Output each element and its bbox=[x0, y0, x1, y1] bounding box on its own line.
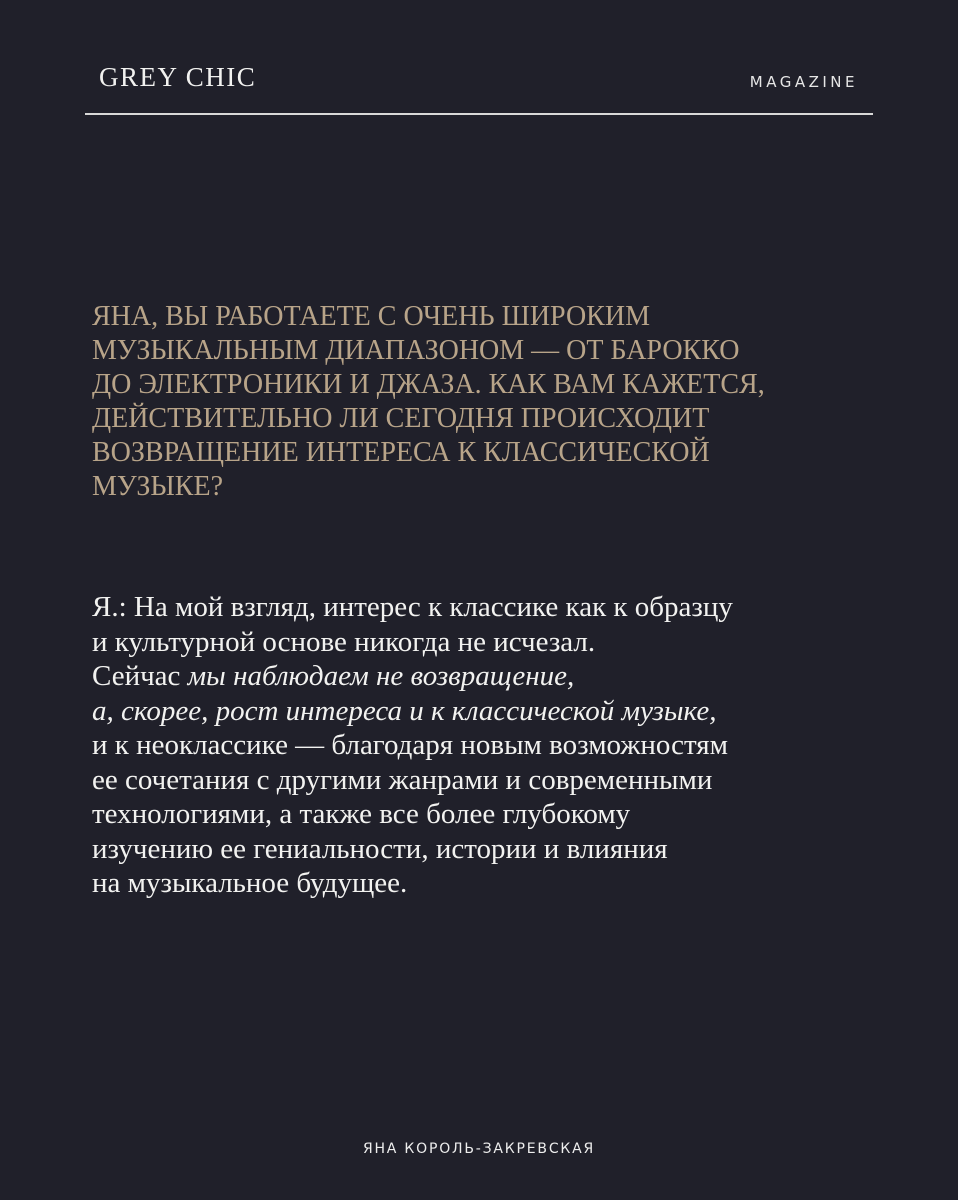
question-line: ДЕЙСТВИТЕЛЬНО ЛИ СЕГОДНЯ ПРОИСХОДИТ bbox=[92, 403, 710, 434]
answer-line: и к неоклассике — благодаря новым возможностям bbox=[92, 729, 728, 761]
section-label: MAGAZINE bbox=[749, 73, 858, 91]
answer-line: Я.: На мой взгляд, интерес к классике как к образцу bbox=[92, 591, 733, 623]
answer-line: технологиями, а также все более глубокому bbox=[92, 798, 631, 830]
header-divider bbox=[85, 113, 873, 115]
question-line: ВОЗВРАЩЕНИЕ ИНТЕРЕСА К КЛАССИЧЕСКОЙ bbox=[92, 437, 710, 468]
answer-emphasis: мы наблюдаем не возвращение, bbox=[187, 660, 575, 692]
answer-text: Сейчас bbox=[92, 660, 188, 692]
answer-emphasis: а, скорее, рост интереса и к классической музыке, bbox=[92, 694, 717, 727]
answer-line: на музыкальное будущее. bbox=[92, 867, 408, 899]
question-line: ЯНА, ВЫ РАБОТАЕТЕ С ОЧЕНЬ ШИРОКИМ bbox=[92, 301, 650, 332]
answer-line: изучению ее гениальности, истории и влияния bbox=[92, 832, 668, 865]
answer-line bbox=[92, 659, 882, 694]
answer-line: и культурной основе никогда не исчезал. bbox=[92, 625, 596, 658]
question-line: ДО ЭЛЕКТРОНИКИ И ДЖАЗА. КАК ВАМ КАЖЕТСЯ, bbox=[92, 369, 765, 400]
question-line: МУЗЫКАЛЬНЫМ ДИАПАЗОНОМ — ОТ БАРОККО bbox=[92, 335, 740, 366]
interview-answer bbox=[92, 590, 882, 901]
interview-question bbox=[92, 300, 872, 504]
author-name: ЯНА КОРОЛЬ-ЗАКРЕВСКАЯ bbox=[362, 1141, 596, 1157]
question-line: МУЗЫКЕ? bbox=[92, 471, 224, 502]
answer-line: ее сочетания с другими жанрами и современными bbox=[92, 763, 713, 796]
magazine-logo: GREY CHIC bbox=[99, 62, 257, 92]
answer-line bbox=[92, 694, 882, 729]
